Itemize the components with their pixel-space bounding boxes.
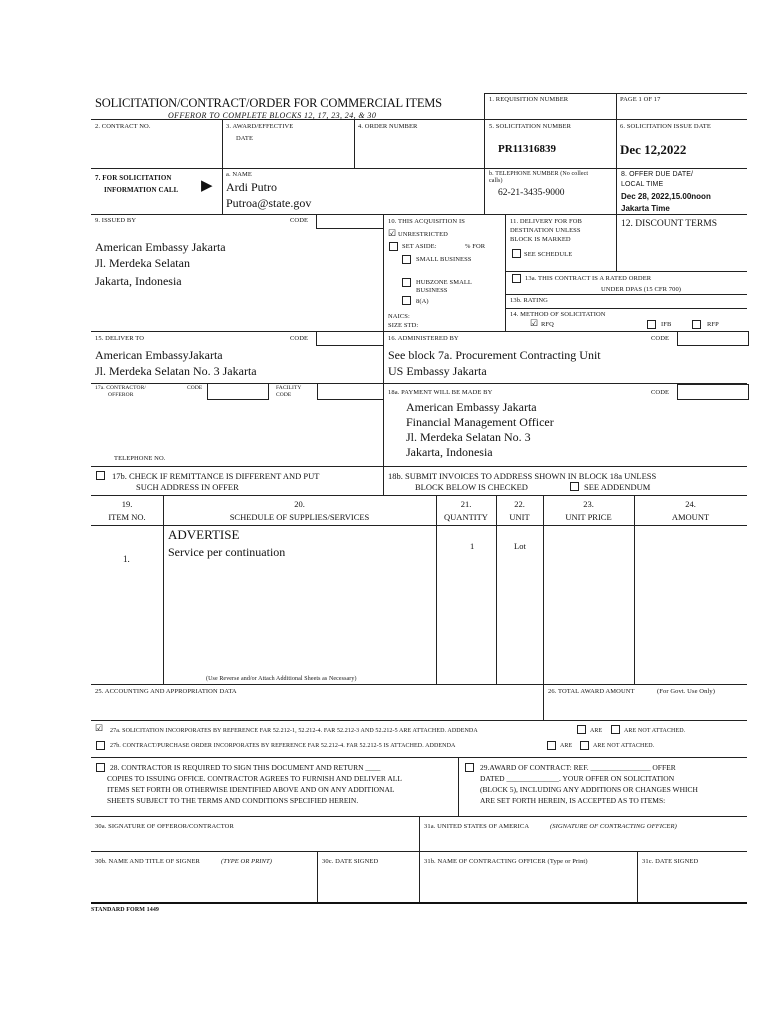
facility-code-label: CODE: [276, 392, 292, 398]
payment-line-1: American Embassy Jakarta: [406, 400, 537, 414]
size-std-label: SIZE STD:: [388, 322, 419, 329]
rfq-checkbox[interactable]: ☑: [530, 318, 539, 328]
delivery-fob-label: 11. DELIVERY FOR FOB: [510, 218, 582, 225]
8a-label: 8(A): [416, 298, 429, 305]
27b-label: 27b. CONTRACT/PURCHASE ORDER INCORPORATES BY REFERENCE FAR 52.212-4. FAR 52.212-5 IS ATTACHED. ADDENDA: [110, 743, 456, 749]
unrestricted-label: UNRESTRICTED: [398, 231, 448, 238]
issued-by-line-2: Jl. Merdeka Selatan: [95, 256, 190, 270]
27b-are-checkbox[interactable]: [547, 741, 556, 750]
offer-due-label-2: LOCAL TIME: [621, 181, 664, 188]
remittance-label-2: SUCH ADDRESS IN OFFER: [136, 482, 239, 492]
hubzone-checkbox[interactable]: [402, 278, 411, 287]
delivery-fob-label-2: DESTINATION UNLESS: [510, 227, 581, 234]
col-quantity-name: QUANTITY: [444, 512, 488, 522]
offeror-date-label: 30c. DATE SIGNED: [322, 858, 379, 865]
telephone-label: TELEPHONE NO.: [114, 455, 166, 462]
method-label: 14. METHOD OF SOLICITATION: [510, 311, 606, 318]
rated-order-checkbox[interactable]: [512, 274, 521, 283]
29-line-4: ARE SET FORTH HEREIN, IS ACCEPTED AS TO ITEMS:: [480, 796, 666, 805]
28-line-3: ITEMS SET FORTH OR OTHERWISE IDENTIFIED ABOVE AND ON ANY ADDITIONAL: [107, 785, 395, 794]
administered-line-2: US Embassy Jakarta: [388, 364, 487, 378]
payment-code-label: CODE: [651, 389, 670, 396]
acquisition-label: 10. THIS ACQUISITION IS: [388, 218, 465, 225]
col-schedule-name: SCHEDULE OF SUPPLIES/SERVICES: [229, 512, 370, 522]
col-quantity-num: 21.: [460, 499, 472, 509]
remittance-label: 17b. CHECK IF REMITTANCE IS DIFFERENT AND PUT: [112, 471, 320, 481]
award-date-label: 3. AWARD/EFFECTIVE: [226, 123, 294, 130]
phone-label-2: calls): [489, 178, 503, 184]
col-amount-num: 24.: [685, 499, 696, 509]
form-number: STANDARD FORM 1449: [91, 907, 160, 913]
28-line-2: COPIES TO ISSUING OFFICE. CONTRACTOR AGREES TO FURNISH AND DELIVER ALL: [107, 774, 402, 783]
29-line-2: DATED ______________. YOUR OFFER ON SOLICITATION: [480, 774, 675, 783]
set-aside-checkbox[interactable]: [389, 242, 398, 251]
see-addendum-checkbox[interactable]: [570, 482, 579, 491]
8a-checkbox[interactable]: [402, 296, 411, 305]
facility-code-box[interactable]: [317, 383, 384, 400]
usa-signature-note: (SIGNATURE OF CONTRACTING OFFICER): [550, 823, 677, 830]
accounting-label: 25. ACCOUNTING AND APPROPRIATION DATA: [95, 688, 237, 695]
administered-code-box[interactable]: [677, 331, 749, 346]
total-award-note: (For Govt. Use Only): [657, 688, 715, 695]
col-amount-name: AMOUNT: [671, 512, 710, 522]
hubzone-label: HUBZONE SMALL: [416, 279, 473, 286]
percent-for-label: % FOR: [465, 243, 486, 250]
naics-label: NAICS:: [388, 313, 410, 320]
administered-line-1: See block 7a. Procurement Contracting Unit: [388, 348, 601, 362]
27b-checkbox[interactable]: [96, 741, 105, 750]
col-unit-num: 22.: [514, 499, 525, 509]
remittance-checkbox[interactable]: [96, 471, 105, 480]
usa-signature-label: 31a. UNITED STATES OF AMERICA: [424, 823, 530, 830]
deliver-to-line-1: American EmbassyJakarta: [95, 348, 223, 362]
contact-email[interactable]: Putroa@state.gov: [226, 196, 312, 210]
solicitation-number-label: 5. SOLICITATION NUMBER: [489, 123, 572, 130]
28-line-4: SHEETS SUBJECT TO THE TERMS AND CONDITIONS SPECIFIED HEREIN.: [107, 796, 359, 805]
28-line-1: 28. CONTRACTOR IS REQUIRED TO SIGN THIS DOCUMENT AND RETURN ____: [110, 763, 381, 772]
rated-order-label: 13a. THIS CONTRACT IS A RATED ORDER: [525, 275, 652, 282]
27a-not-checkbox[interactable]: [611, 725, 620, 734]
deliver-to-line-2: Jl. Merdeka Selatan No. 3 Jakarta: [95, 364, 257, 378]
solicitation-info-label-2: INFORMATION CALL: [104, 186, 179, 194]
continuation-note: (Use Reverse and/or Attach Additional Sheets as Necessary): [206, 676, 357, 682]
27a-checkbox[interactable]: ☑: [95, 723, 104, 733]
solicitation-number: PR11316839: [498, 143, 557, 155]
col-item-num: 19.: [121, 499, 133, 509]
col-schedule-num: 20.: [294, 499, 305, 509]
see-addendum-label: SEE ADDENDUM: [584, 482, 651, 492]
deliver-to-label: 15. DELIVER TO: [95, 335, 145, 342]
deliver-to-code-box[interactable]: [316, 331, 384, 346]
contractor-code-label: CODE: [187, 385, 203, 391]
officer-date-label: 31c. DATE SIGNED: [642, 858, 699, 865]
see-schedule-label: SEE SCHEDULE: [524, 251, 573, 258]
ifb-checkbox[interactable]: [647, 320, 656, 329]
issue-date-label: 6. SOLICITATION ISSUE DATE: [620, 123, 711, 130]
rfp-checkbox[interactable]: [692, 320, 701, 329]
27b-are-label: ARE: [560, 743, 573, 749]
col-item-name: ITEM NO.: [108, 512, 146, 522]
contractor-label: 17a. CONTRACTOR/: [95, 385, 147, 391]
hubzone-business-label: BUSINESS: [416, 287, 448, 294]
payment-by-label: 18a. PAYMENT WILL BE MADE BY: [388, 389, 493, 396]
total-award-label: 26. TOTAL AWARD AMOUNT: [548, 688, 635, 695]
phone-label: b. TELEPHONE NUMBER (No collect: [489, 171, 589, 177]
signer-name-note: (TYPE OR PRINT): [221, 858, 272, 865]
issue-date: Dec 12,2022: [620, 142, 687, 157]
name-label: a. NAME: [226, 171, 252, 178]
27b-not-checkbox[interactable]: [580, 741, 589, 750]
col-price-name: UNIT PRICE: [565, 512, 612, 522]
issued-by-code-label: CODE: [290, 217, 309, 224]
invoice-label-2: BLOCK BELOW IS CHECKED: [415, 482, 528, 492]
administered-code-label: CODE: [651, 335, 670, 342]
unrestricted-checkbox[interactable]: ☑: [388, 228, 397, 238]
discount-terms-label: 12. DISCOUNT TERMS: [621, 219, 717, 229]
28-checkbox[interactable]: [96, 763, 105, 772]
payment-code-box[interactable]: [677, 384, 749, 400]
item-quantity: 1: [470, 541, 475, 551]
27a-are-label: ARE: [590, 728, 603, 734]
rfp-label: RFP: [707, 321, 719, 328]
29-line-3: (BLOCK 5), INCLUDING ANY ADDITIONS OR CHANGES WHICH: [480, 785, 698, 794]
dpas-label: UNDER DPAS (15 CFR 700): [601, 286, 682, 293]
payment-line-3: Jl. Merdeka Selatan No. 3: [406, 430, 531, 444]
29-checkbox[interactable]: [465, 763, 474, 772]
issued-by-label: 9. ISSUED BY: [95, 217, 137, 224]
27a-label: 27a. SOLICITATION INCORPORATES BY REFERENCE FAR 52.212-1, 52.212-4. FAR 52.212-3 AND 52.212-5 ARE ATTACHED. ADDENDA: [110, 728, 478, 734]
payment-line-4: Jakarta, Indonesia: [406, 445, 493, 459]
facility-label: FACILITY: [276, 385, 302, 391]
col-unit-name: UNIT: [509, 512, 530, 522]
small-business-label: SMALL BUSINESS: [416, 256, 472, 263]
administered-by-label: 16. ADMINISTERED BY: [388, 335, 459, 342]
27a-are-checkbox[interactable]: [577, 725, 586, 734]
ifb-label: IFB: [661, 321, 672, 328]
deliver-to-code-label: CODE: [290, 335, 309, 342]
contractor-code-box[interactable]: [207, 383, 269, 400]
issued-by-line-3: Jakarta, Indonesia: [95, 274, 182, 288]
rating-label: 13b. RATING: [510, 297, 548, 304]
contract-no-label: 2. CONTRACT NO.: [95, 123, 151, 130]
col-price-num: 23.: [583, 499, 594, 509]
arrow-right-icon: ▶: [201, 178, 213, 194]
offer-due-date: Dec 28, 2022,15.00noon: [621, 192, 711, 201]
rfq-label: RFQ: [541, 321, 554, 328]
award-date-label-2: DATE: [236, 135, 254, 142]
form-title: SOLICITATION/CONTRACT/ORDER FOR COMMERCIAL ITEMS: [95, 96, 442, 110]
item-description: Service per continuation: [168, 545, 286, 559]
item-unit: Lot: [514, 541, 526, 551]
solicitation-info-label: 7. FOR SOLICITATION: [95, 174, 172, 182]
offer-due-label: 8. OFFER DUE DATE/: [621, 171, 694, 178]
item-description-title: ADVERTISE: [168, 527, 240, 542]
small-business-checkbox[interactable]: [402, 255, 411, 264]
delivery-fob-label-3: BLOCK IS MARKED: [510, 236, 571, 243]
order-number-label: 4. ORDER NUMBER: [358, 123, 418, 130]
offeror-label: OFFEROR: [108, 392, 134, 398]
29-line-1: 29.AWARD OF CONTRACT: REF. ________________ OFFER: [480, 763, 676, 772]
contact-name: Ardi Putro: [226, 180, 277, 194]
invoice-label: 18b. SUBMIT INVOICES TO ADDRESS SHOWN IN BLOCK 18a UNLESS: [388, 471, 657, 481]
offeror-signature-label: 30a. SIGNATURE OF OFFEROR/CONTRACTOR: [95, 823, 234, 830]
offer-due-time: Jakarta Time: [621, 204, 670, 213]
27b-not-label: ARE NOT ATTACHED.: [593, 743, 655, 749]
phone-number: 62-21-3435-9000: [498, 188, 565, 198]
issued-by-line-1: American Embassy Jakarta: [95, 240, 226, 254]
27a-not-label: ARE NOT ATTACHED.: [624, 728, 686, 734]
page-label: PAGE 1 OF 17: [620, 96, 661, 103]
requisition-label: 1. REQUISITION NUMBER: [489, 96, 569, 103]
form-subtitle: OFFEROR TO COMPLETE BLOCKS 12, 17, 23, 24, & 30: [168, 111, 377, 120]
officer-name-label: 31b. NAME OF CONTRACTING OFFICER (Type or Print): [424, 858, 588, 865]
item-number: 1.: [123, 554, 130, 564]
payment-line-2: Financial Management Officer: [406, 415, 554, 429]
see-schedule-checkbox[interactable]: [512, 249, 521, 258]
signer-name-label: 30b. NAME AND TITLE OF SIGNER: [95, 858, 200, 865]
issued-by-code-box[interactable]: [316, 214, 384, 229]
set-aside-label: SET ASIDE:: [402, 243, 437, 250]
